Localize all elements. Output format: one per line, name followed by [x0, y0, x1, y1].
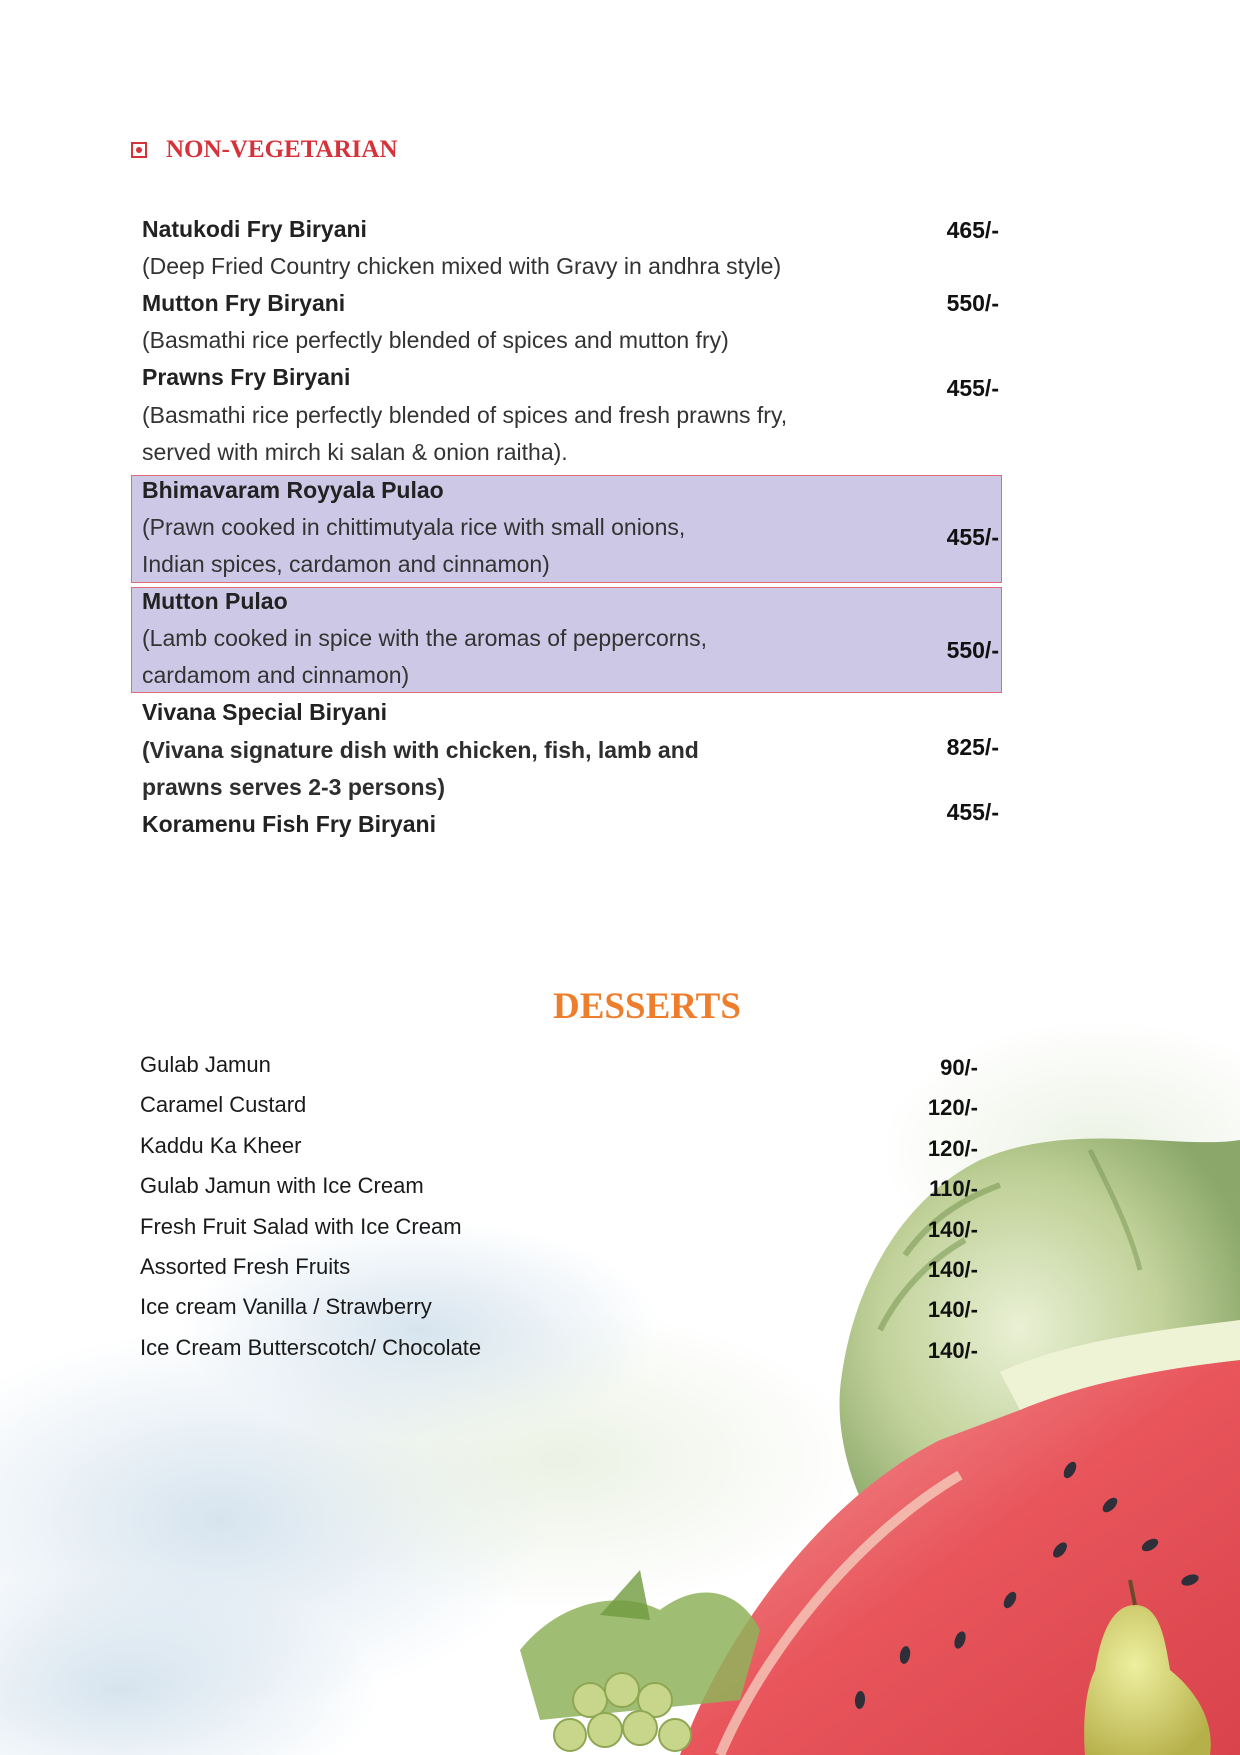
menu-item-name: Mutton Pulao — [142, 588, 288, 614]
menu-item-name: Koramenu Fish Fry Biryani — [142, 811, 436, 837]
non-veg-section-header — [131, 136, 398, 164]
dessert-item-name: Caramel Custard — [140, 1092, 307, 1117]
menu-item-name: Natukodi Fry Biryani — [142, 216, 367, 242]
dessert-item-name: Assorted Fresh Fruits — [140, 1254, 351, 1279]
menu-item-description: (Deep Fried Country chicken mixed with Gravy in andhra style) — [142, 253, 782, 279]
menu-item-price: 455/- — [946, 375, 999, 401]
dessert-item-name: Ice Cream Butterscotch/ Chocolate — [140, 1335, 482, 1360]
menu-item-description: (Basmathi rice perfectly blended of spices and mutton fry) — [142, 327, 729, 353]
menu-item-description: Indian spices, cardamon and cinnamon) — [142, 551, 550, 577]
menu-item-description: (Basmathi rice perfectly blended of spices and fresh prawns fry, — [142, 402, 788, 428]
dessert-item-name: Gulab Jamun with Ice Cream — [140, 1173, 424, 1198]
dessert-item-price: 110/- — [929, 1176, 978, 1201]
dessert-item-price: 140/- — [927, 1257, 978, 1282]
menu-item-description: cardamom and cinnamon) — [142, 662, 410, 688]
menu-item-price: 550/- — [946, 290, 999, 316]
menu-item-price: 465/- — [946, 217, 999, 243]
dessert-item-price: 140/- — [927, 1217, 978, 1242]
menu-item-description: served with mirch ki salan & onion raitha). — [142, 439, 568, 465]
menu-item-name: Bhimavaram Royyala Pulao — [142, 477, 444, 503]
menu-item-name: Prawns Fry Biryani — [142, 364, 351, 390]
menu-item-price: 825/- — [946, 734, 999, 760]
non-veg-symbol-icon — [131, 142, 147, 158]
dessert-item-price: 120/- — [927, 1095, 978, 1120]
dessert-item-price: 90/- — [940, 1055, 978, 1080]
dessert-item-price: 140/- — [927, 1338, 978, 1363]
menu-item-description: prawns serves 2-3 persons) — [142, 774, 445, 800]
menu-item-description: (Vivana signature dish with chicken, fish, lamb and — [142, 737, 699, 763]
dessert-item-price: 120/- — [927, 1136, 978, 1161]
dessert-item-price: 140/- — [927, 1297, 978, 1322]
menu-item-price: 455/- — [946, 799, 999, 825]
menu-item-name: Mutton Fry Biryani — [142, 290, 346, 316]
menu-item-description: (Prawn cooked in chittimutyala rice with small onions, — [142, 514, 686, 540]
menu-item-price: 455/- — [946, 524, 999, 550]
desserts-title: DESSERTS — [553, 986, 741, 1027]
non-veg-title: NON-VEGETARIAN — [166, 136, 398, 163]
menu-item-description: (Lamb cooked in spice with the aromas of peppercorns, — [142, 625, 708, 651]
dessert-item-name: Ice cream Vanilla / Strawberry — [140, 1294, 432, 1319]
menu-item-name: Vivana Special Biryani — [142, 699, 388, 725]
dessert-item-name: Fresh Fruit Salad with Ice Cream — [140, 1214, 462, 1239]
menu-item-price: 550/- — [946, 637, 999, 663]
dessert-item-name: Gulab Jamun — [140, 1052, 271, 1077]
dessert-item-name: Kaddu Ka Kheer — [140, 1133, 302, 1158]
